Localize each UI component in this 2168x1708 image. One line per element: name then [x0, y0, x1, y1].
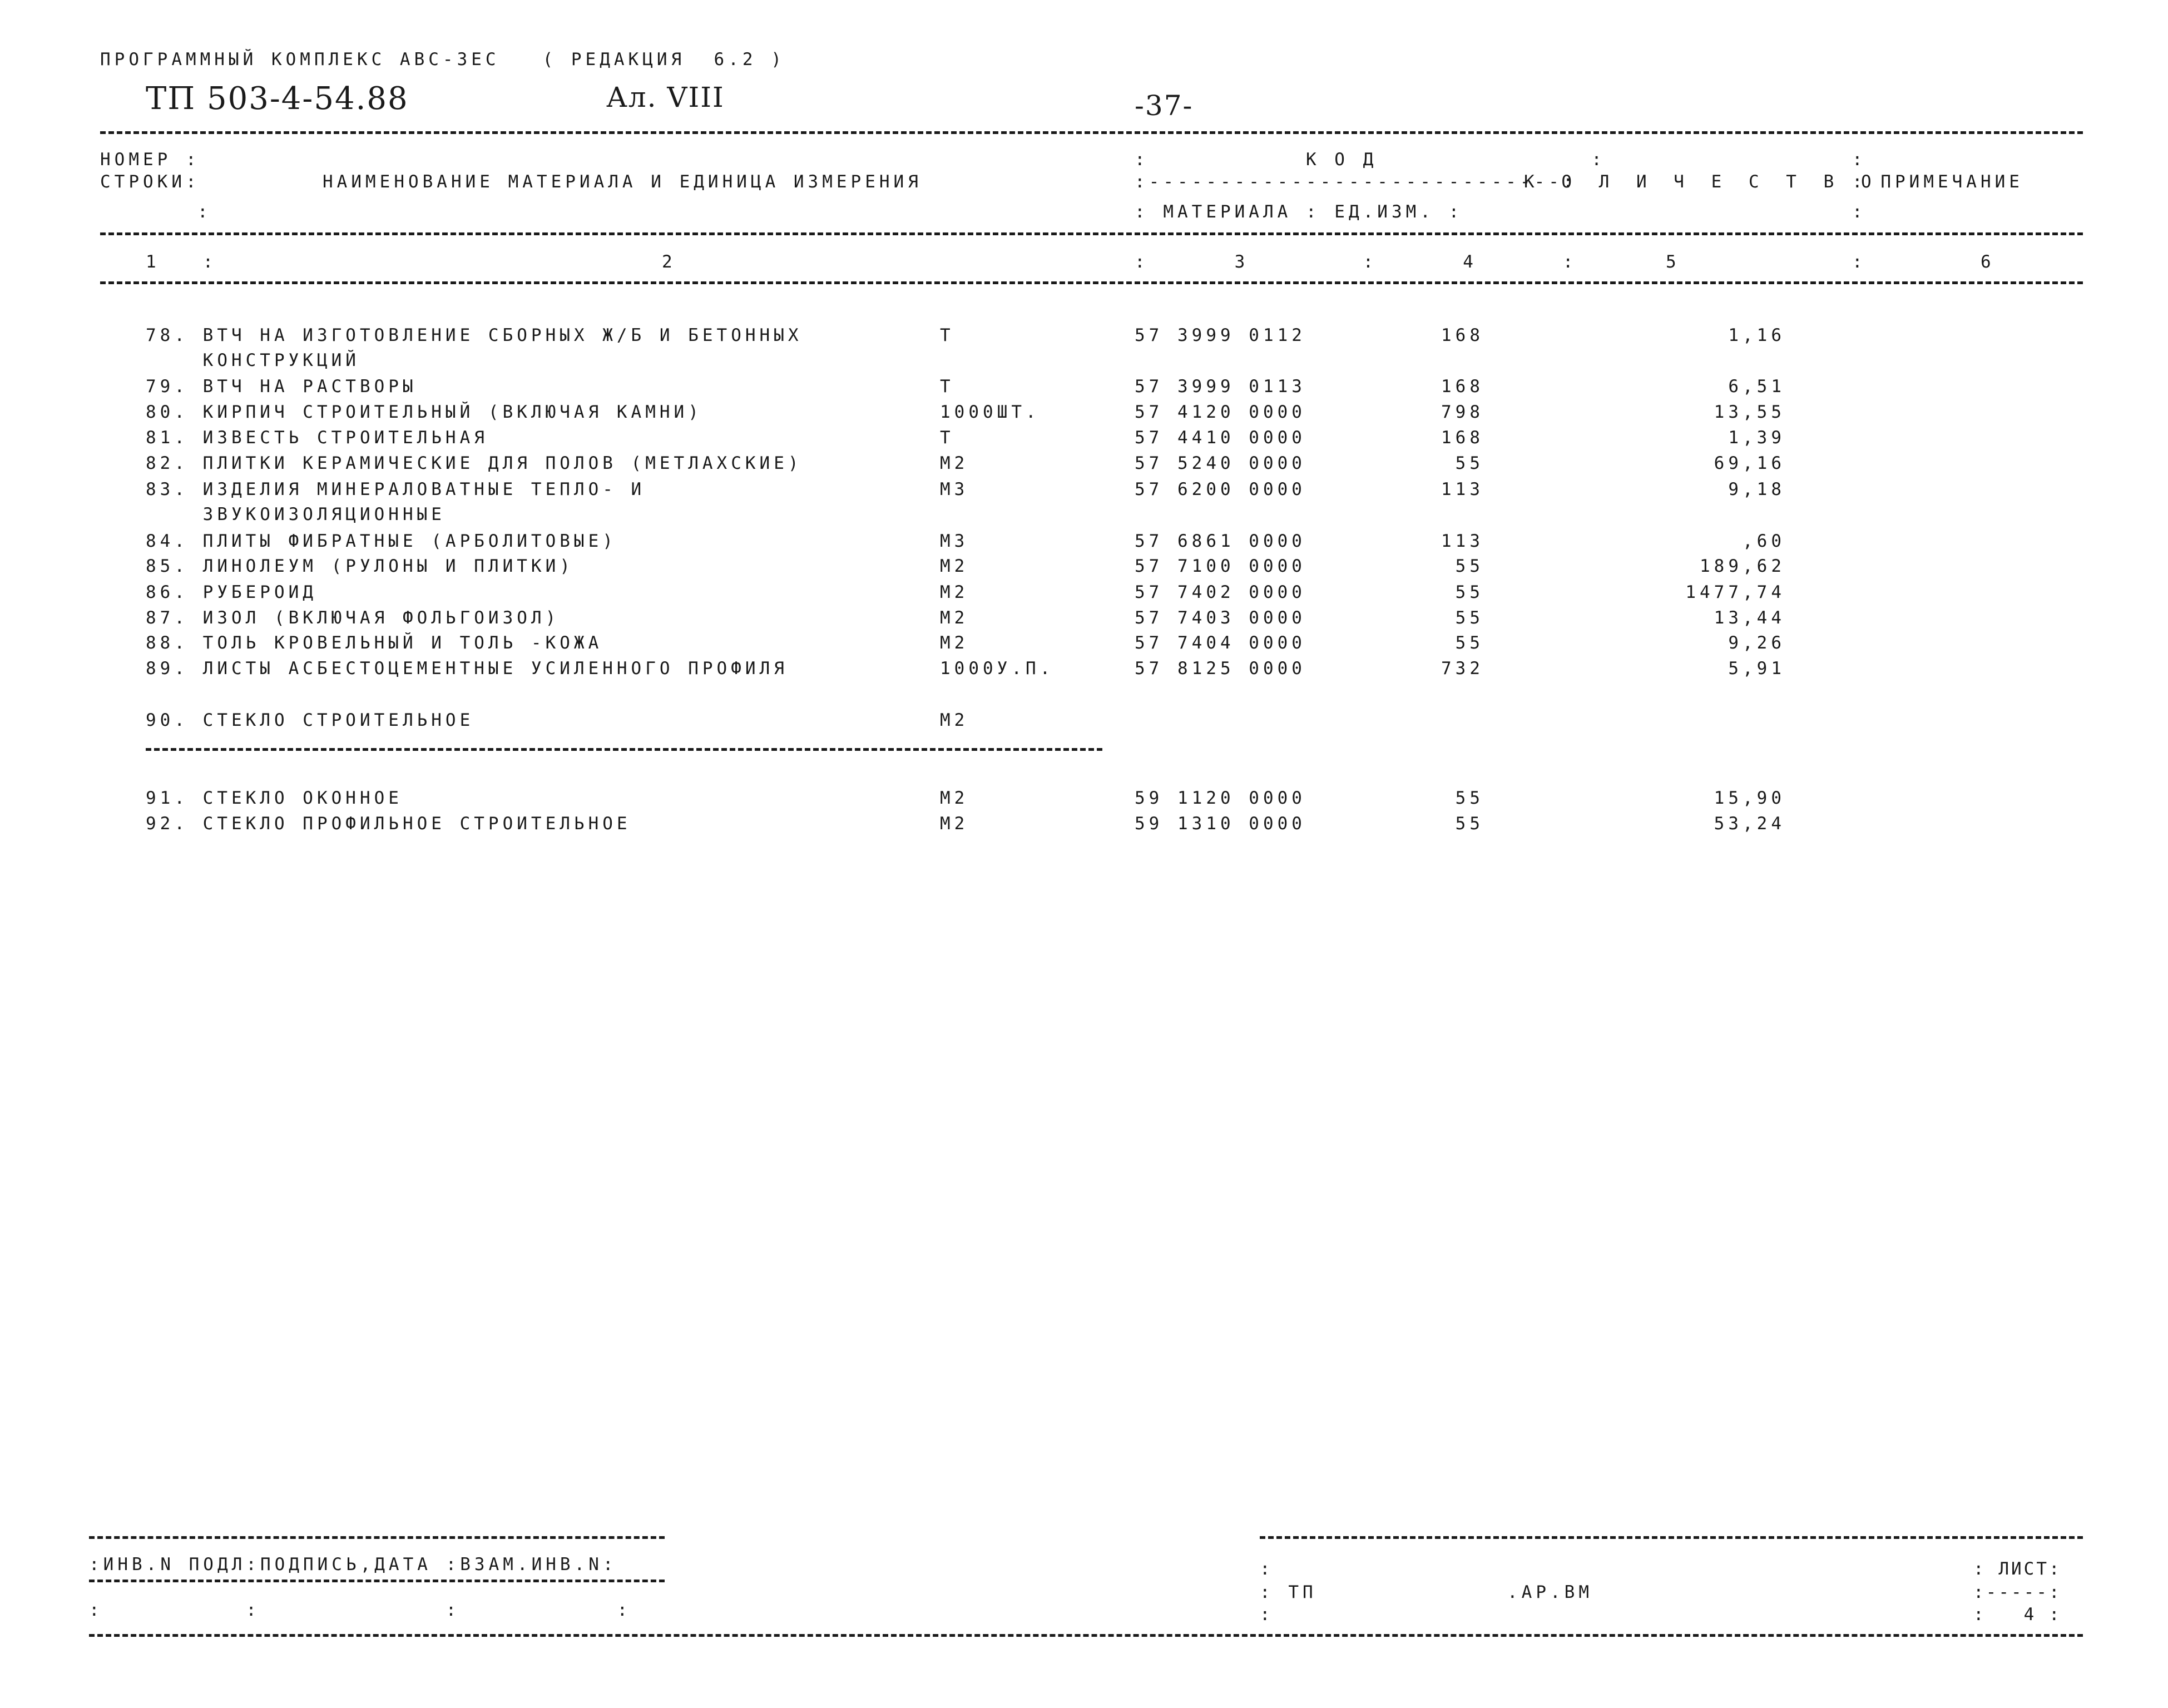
- stamp-left-top-rule: [89, 1536, 665, 1539]
- row-quantity: 69,16: [1714, 453, 1785, 473]
- row-quantity: 5,91: [1728, 659, 1785, 679]
- row-name: 83. ИЗДЕЛИЯ МИНЕРАЛОВАТНЫЕ ТЕПЛО- И: [146, 479, 646, 499]
- stamp-left-mid-rule: [89, 1580, 665, 1582]
- row-code: 59 1120 0000: [1135, 788, 1306, 808]
- row-unit: Т: [940, 428, 954, 448]
- row-name: 84. ПЛИТЫ ФИБРАТНЫЕ (АРБОЛИТОВЫЕ): [146, 531, 617, 551]
- sheet-label: : ЛИСТ:: [1973, 1559, 2062, 1579]
- note-header-3: :: [1852, 202, 1867, 222]
- row-code: 57 4120 0000: [1135, 402, 1306, 422]
- row-no-header-3: :: [197, 202, 212, 222]
- row-ed-izm: 55: [1455, 582, 1484, 602]
- program-header: ПРОГРАММНЫЙ КОМПЛЕКС АВС-ЗЕС ( РЕДАКЦИЯ 6.2 ): [100, 49, 785, 70]
- col-number-3-4: : 3 : 4 :: [1135, 252, 1577, 272]
- row-ed-izm: 55: [1455, 788, 1484, 808]
- row-code: 57 6200 0000: [1135, 479, 1306, 499]
- stamp-header: :ИНВ.N ПОДЛ:ПОДПИСЬ,ДАТА :ВЗАМ.ИНВ.N:: [89, 1554, 617, 1575]
- row-name: 85. ЛИНОЛЕУМ (РУЛОНЫ И ПЛИТКИ): [146, 556, 574, 576]
- note-header: : ПРИМЕЧАНИЕ: [1852, 172, 2023, 192]
- row-quantity: 1,39: [1728, 428, 1785, 448]
- stamp-mid-line-3: :: [1260, 1605, 1274, 1625]
- row-ed-izm: 168: [1441, 325, 1484, 345]
- code-header-mid: :-----------------------------:: [1135, 172, 1577, 192]
- group-row-name: 90. СТЕКЛО СТРОИТЕЛЬНОЕ: [146, 710, 474, 730]
- row-ed-izm: 55: [1455, 453, 1484, 473]
- row-code: 57 5240 0000: [1135, 453, 1306, 473]
- group-rule: [146, 748, 1102, 751]
- table-top-rule: [100, 131, 2083, 134]
- row-code: 57 7403 0000: [1135, 608, 1306, 628]
- row-quantity: 13,55: [1714, 402, 1785, 422]
- row-unit: М2: [940, 608, 969, 628]
- row-unit: М2: [940, 582, 969, 602]
- row-ed-izm: 168: [1441, 377, 1484, 397]
- row-unit: 1000ШТ.: [940, 402, 1040, 422]
- name-header: НАИМЕНОВАНИЕ МАТЕРИАЛА И ЕДИНИЦА ИЗМЕРЕНИЯ: [323, 172, 922, 192]
- row-name: 86. РУБЕРОИД: [146, 582, 317, 602]
- row-unit: М2: [940, 453, 969, 473]
- row-quantity: 1477,74: [1685, 582, 1785, 602]
- row-unit: М3: [940, 479, 969, 499]
- row-name: КОНСТРУКЦИЙ: [146, 350, 360, 370]
- row-name: 91. СТЕКЛО ОКОННОЕ: [146, 788, 403, 808]
- row-code: 57 7402 0000: [1135, 582, 1306, 602]
- row-unit: М2: [940, 633, 969, 653]
- row-quantity: 6,51: [1728, 377, 1785, 397]
- row-code: 57 3999 0113: [1135, 377, 1306, 397]
- row-name: 92. СТЕКЛО ПРОФИЛЬНОЕ СТРОИТЕЛЬНОЕ: [146, 814, 631, 834]
- row-quantity: 9,26: [1728, 633, 1785, 653]
- row-name: ЗВУКОИЗОЛЯЦИОННЫЕ: [146, 504, 446, 524]
- row-name: 89. ЛИСТЫ АСБЕСТОЦЕМЕНТНЫЕ УСИЛЕННОГО ПРОФИЛЯ: [146, 659, 788, 679]
- row-name: 87. ИЗОЛ (ВКЛЮЧАЯ ФОЛЬГОИЗОЛ): [146, 608, 560, 628]
- col-number-6: : 6: [1852, 252, 1995, 272]
- code-header-sub: : МАТЕРИАЛА : ЕД.ИЗМ. :: [1135, 202, 1463, 222]
- row-quantity: 189,62: [1700, 556, 1785, 576]
- row-code: 57 6861 0000: [1135, 531, 1306, 551]
- page-number: -37-: [1135, 90, 1194, 122]
- stamp-row: : : : :: [89, 1600, 632, 1620]
- row-code: 57 8125 0000: [1135, 659, 1306, 679]
- row-ed-izm: 732: [1441, 659, 1484, 679]
- album-label: Ал. VIII: [606, 81, 725, 113]
- row-ed-izm: 168: [1441, 428, 1484, 448]
- row-ed-izm: 113: [1441, 479, 1484, 499]
- col-number-5: 5: [1666, 252, 1680, 272]
- row-quantity: 53,24: [1714, 814, 1785, 834]
- row-name: 79. ВТЧ НА РАСТВОРЫ: [146, 377, 417, 397]
- row-name: 81. ИЗВЕСТЬ СТРОИТЕЛЬНАЯ: [146, 428, 488, 448]
- stamp-mid-line-1: :: [1260, 1559, 1274, 1579]
- doc-code: ТП 503-4-54.88: [146, 81, 409, 117]
- row-name: 82. ПЛИТКИ КЕРАМИЧЕСКИЕ ДЛЯ ПОЛОВ (МЕТЛАХСКИЕ): [146, 453, 803, 473]
- row-code: 57 4410 0000: [1135, 428, 1306, 448]
- row-unit: Т: [940, 377, 954, 397]
- col-number-1: 1 :: [146, 252, 217, 272]
- row-unit: М3: [940, 531, 969, 551]
- row-quantity: 9,18: [1728, 479, 1785, 499]
- stamp-ar: .АР.ВМ: [1507, 1582, 1593, 1602]
- row-quantity: 15,90: [1714, 788, 1785, 808]
- row-ed-izm: 798: [1441, 402, 1484, 422]
- row-unit: М2: [940, 556, 969, 576]
- row-ed-izm: 55: [1455, 556, 1484, 576]
- col-number-2: 2: [662, 252, 676, 272]
- row-quantity: 13,44: [1714, 608, 1785, 628]
- row-quantity: ,60: [1743, 531, 1785, 551]
- row-code: 57 3999 0112: [1135, 325, 1306, 345]
- row-ed-izm: 113: [1441, 531, 1484, 551]
- row-unit: 1000У.П.: [940, 659, 1055, 679]
- row-ed-izm: 55: [1455, 608, 1484, 628]
- header-rule: [100, 232, 2083, 235]
- row-code: 57 7100 0000: [1135, 556, 1306, 576]
- row-no-header-1: НОМЕР :: [100, 150, 200, 170]
- code-header-top: : К О Д :: [1135, 150, 1606, 170]
- quantity-header: К О Л И Ч Е С Т В О: [1524, 172, 1880, 192]
- row-code: 57 7404 0000: [1135, 633, 1306, 653]
- row-ed-izm: 55: [1455, 814, 1484, 834]
- stamp-right-top-rule: [1260, 1536, 2083, 1539]
- row-quantity: 1,16: [1728, 325, 1785, 345]
- stamp-bottom-rule: [89, 1634, 2083, 1637]
- row-no-header-2: СТРОКИ:: [100, 172, 200, 192]
- row-name: 80. КИРПИЧ СТРОИТЕЛЬНЫЙ (ВКЛЮЧАЯ КАМНИ): [146, 402, 702, 422]
- group-row-unit: М2: [940, 710, 969, 730]
- row-code: 59 1310 0000: [1135, 814, 1306, 834]
- note-header-1: :: [1852, 150, 1867, 170]
- col-number-rule: [100, 281, 2083, 284]
- stamp-tp: : ТП: [1260, 1582, 1317, 1602]
- row-name: 78. ВТЧ НА ИЗГОТОВЛЕНИЕ СБОРНЫХ Ж/Б И БЕТОННЫХ: [146, 325, 803, 345]
- row-unit: М2: [940, 814, 969, 834]
- sheet-separator: :-----:: [1973, 1582, 2062, 1602]
- row-unit: Т: [940, 325, 954, 345]
- sheet-number: : 4 :: [1973, 1605, 2062, 1625]
- row-unit: М2: [940, 788, 969, 808]
- row-ed-izm: 55: [1455, 633, 1484, 653]
- row-name: 88. ТОЛЬ КРОВЕЛЬНЫЙ И ТОЛЬ -КОЖА: [146, 633, 603, 653]
